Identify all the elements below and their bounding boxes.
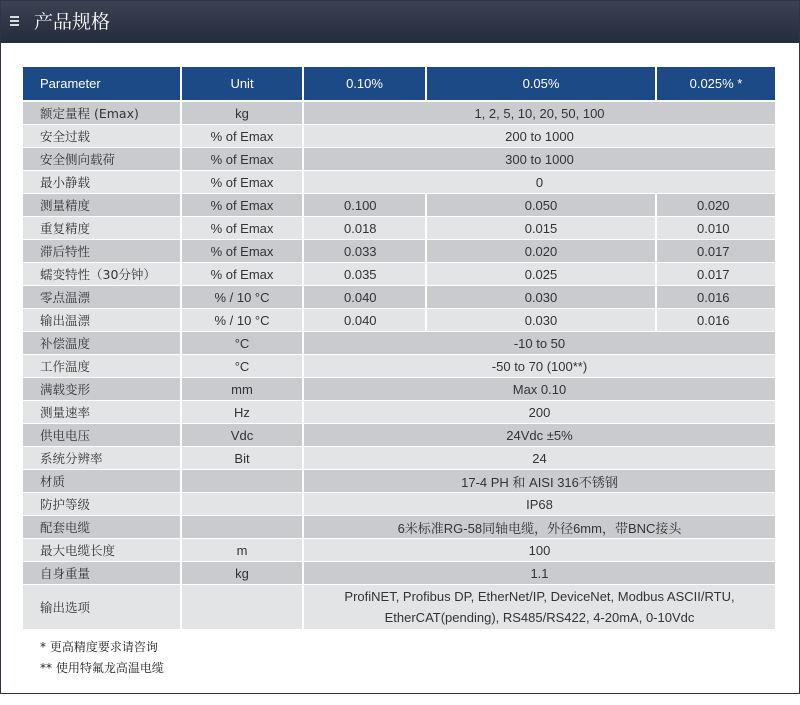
param-cell: 测量精度	[23, 194, 182, 217]
table-row	[23, 263, 775, 286]
unit-cell	[182, 585, 304, 630]
param-cell: 材质	[23, 470, 182, 493]
section-title: 产品规格	[34, 11, 111, 33]
unit-cell: % of Emax	[182, 263, 304, 286]
col-header-unit: Unit	[182, 67, 304, 102]
table-row	[23, 171, 775, 194]
spec-table	[23, 67, 775, 630]
unit-cell: % / 10 °C	[182, 286, 304, 309]
unit-cell: % of Emax	[182, 171, 304, 194]
value-cell: -10 to 50	[304, 332, 775, 355]
table-row	[23, 194, 775, 217]
output-options-line-1: ProfiNET, Profibus DP, EtherNet/IP, DeviceNet, Modbus ASCII/RTU,	[344, 589, 735, 604]
table-row	[23, 516, 775, 539]
value-cell: IP68	[304, 493, 775, 516]
table-row	[23, 470, 775, 493]
table-row	[23, 493, 775, 516]
unit-cell: m	[182, 539, 304, 562]
value-cell: 300 to 1000	[304, 148, 775, 171]
table-row	[23, 102, 775, 125]
value-cell: -50 to 70 (100**)	[304, 355, 775, 378]
param-cell: 系统分辨率	[23, 447, 182, 470]
unit-cell: kg	[182, 562, 304, 585]
value-cell: 200 to 1000	[304, 125, 775, 148]
param-cell: 测量速率	[23, 401, 182, 424]
table-header-row	[23, 67, 775, 102]
param-cell: 最小静载	[23, 171, 182, 194]
param-cell: 自身重量	[23, 562, 182, 585]
unit-cell	[182, 493, 304, 516]
output-options-line-2: EtherCAT(pending), RS485/RS422, 4-20mA, 0-10Vdc	[384, 610, 695, 625]
value-cell-005: 0.050	[427, 194, 657, 217]
value-cell-010: 0.035	[304, 263, 427, 286]
param-cell: 工作温度	[23, 355, 182, 378]
unit-cell: Vdc	[182, 424, 304, 447]
unit-cell: % of Emax	[182, 217, 304, 240]
param-cell: 最大电缆长度	[23, 539, 182, 562]
table-row	[23, 447, 775, 470]
table-row	[23, 286, 775, 309]
param-cell: 补偿温度	[23, 332, 182, 355]
param-cell: 额定量程 (Emax)	[23, 102, 182, 125]
value-cell: 24Vdc ±5%	[304, 424, 775, 447]
param-cell: 安全侧向载荷	[23, 148, 182, 171]
value-cell-0025: 0.017	[657, 240, 775, 263]
unit-cell: % of Emax	[182, 194, 304, 217]
value-cell: 1.1	[304, 562, 775, 585]
list-icon	[10, 16, 19, 27]
table-row	[23, 401, 775, 424]
value-cell-010: 0.100	[304, 194, 427, 217]
value-cell: 6米标准RG-58同轴电缆，外径6mm，带BNC接头	[304, 516, 775, 539]
unit-cell: Bit	[182, 447, 304, 470]
value-cell-0025: 0.010	[657, 217, 775, 240]
footnote: * 更高精度要求请咨询	[40, 640, 158, 654]
value-cell-010: 0.040	[304, 309, 427, 332]
param-cell: 防护等级	[23, 493, 182, 516]
col-header-parameter: Parameter	[23, 67, 182, 102]
table-row	[23, 562, 775, 585]
value-cell: 1, 2, 5, 10, 20, 50, 100	[304, 102, 775, 125]
unit-cell: Hz	[182, 401, 304, 424]
param-cell: 输出温漂	[23, 309, 182, 332]
param-cell: 重复精度	[23, 217, 182, 240]
col-header-005: 0.05%	[427, 67, 657, 102]
value-cell-005: 0.030	[427, 286, 657, 309]
unit-cell	[182, 470, 304, 493]
value-cell: 24	[304, 447, 775, 470]
value-cell-0025: 0.016	[657, 286, 775, 309]
table-row	[23, 217, 775, 240]
footnote: ** 使用特氟龙高温电缆	[40, 661, 164, 675]
value-cell-0025: 0.016	[657, 309, 775, 332]
unit-cell: mm	[182, 378, 304, 401]
unit-cell: % / 10 °C	[182, 309, 304, 332]
table-row	[23, 355, 775, 378]
param-cell: 满载变形	[23, 378, 182, 401]
table-row	[23, 125, 775, 148]
footnotes	[40, 637, 164, 679]
table-row	[23, 424, 775, 447]
param-cell: 输出选项	[23, 585, 182, 630]
unit-cell: °C	[182, 355, 304, 378]
col-header-0025: 0.025% *	[657, 67, 775, 102]
table-row	[23, 240, 775, 263]
value-cell: 200	[304, 401, 775, 424]
unit-cell: % of Emax	[182, 148, 304, 171]
section-header	[1, 1, 799, 43]
param-cell: 供电电压	[23, 424, 182, 447]
unit-cell	[182, 516, 304, 539]
unit-cell: % of Emax	[182, 125, 304, 148]
value-cell: 100	[304, 539, 775, 562]
table-row	[23, 539, 775, 562]
table-row	[23, 332, 775, 355]
table-row	[23, 309, 775, 332]
table-row	[23, 585, 775, 630]
value-cell-010: 0.033	[304, 240, 427, 263]
param-cell: 零点温漂	[23, 286, 182, 309]
value-cell: 17-4 PH 和 AISI 316不锈钢	[304, 470, 775, 493]
value-cell-005: 0.030	[427, 309, 657, 332]
value-cell-0025: 0.017	[657, 263, 775, 286]
value-cell-0025: 0.020	[657, 194, 775, 217]
param-cell: 蠕变特性（30分钟）	[23, 263, 182, 286]
value-cell-005: 0.015	[427, 217, 657, 240]
value-cell-010: 0.018	[304, 217, 427, 240]
unit-cell: % of Emax	[182, 240, 304, 263]
unit-cell: °C	[182, 332, 304, 355]
table-row	[23, 148, 775, 171]
value-cell: Max 0.10	[304, 378, 775, 401]
value-cell-005: 0.020	[427, 240, 657, 263]
unit-cell: kg	[182, 102, 304, 125]
param-cell: 配套电缆	[23, 516, 182, 539]
param-cell: 安全过载	[23, 125, 182, 148]
param-cell: 滞后特性	[23, 240, 182, 263]
table-row	[23, 378, 775, 401]
value-cell: 0	[304, 171, 775, 194]
value-cell	[304, 585, 775, 630]
col-header-010: 0.10%	[304, 67, 427, 102]
value-cell-010: 0.040	[304, 286, 427, 309]
value-cell-005: 0.025	[427, 263, 657, 286]
